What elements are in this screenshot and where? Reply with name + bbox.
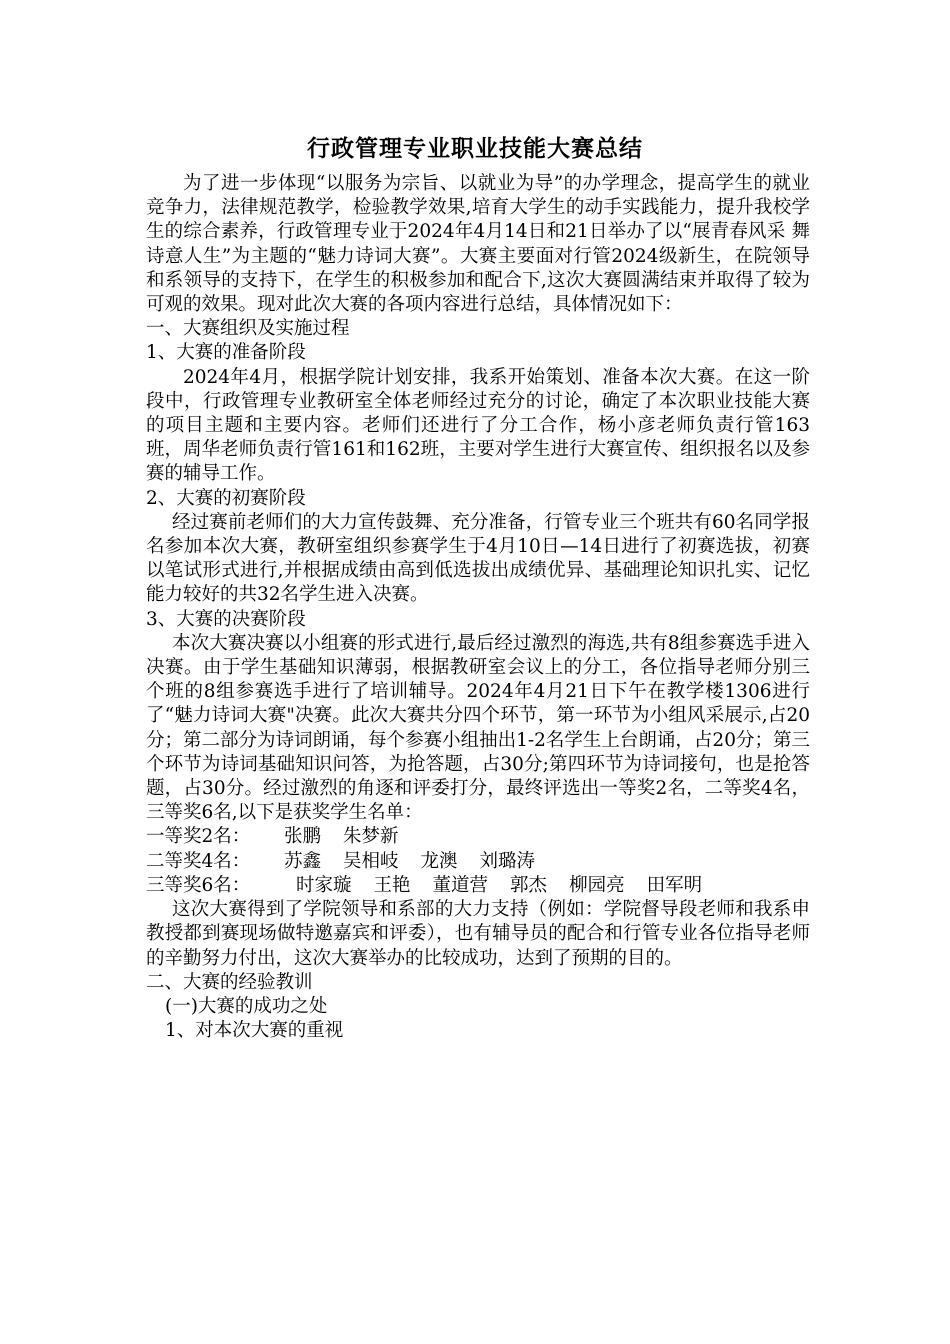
subsection1-item1-heading: 1、对本次大赛的重视 [165,1020,344,1042]
award-name: 朱梦新 [343,826,399,848]
award-first [146,825,810,849]
award-name: 龙澳 [420,850,458,872]
document-title: 行政管理专业职业技能大赛总结 [307,136,643,162]
award-name: 苏鑫 [284,850,322,872]
section2-heading: 二、大赛的经验教训 [146,971,313,993]
document-body [146,172,810,1043]
intro-paragraph: 为了进一步体现“以服务为宗旨、以就业为导”的办学理念，提高学生的就业竞争力，法律规范教学，检验教学效果,培育大学生的动手实践能力，提升我校学生的综合素养，行政管理专业于2024年4月14日和21日举办了以“展青春风采 舞诗意人生”为主题的“魅力诗词大赛”。大赛主要面对行管2024级新生，在院领导和系领导的支持下，在学生的积极参加和配合下,这次大赛圆满结束并取得了较为可观的效果。现对此次大赛的各项内容进行总结，具体情况如下： [146,173,810,316]
award-name: 王艳 [373,874,411,896]
stage2-paragraph: 经过赛前老师们的大力宣传鼓舞、充分准备，行管专业三个班共有60名同学报名参加本次大赛，教研室组织参赛学生于4月10日—14日进行了初赛选拔，初赛以笔试形式进行,并根据成绩由高到低选拔出成绩优异、基础理论知识扎实、记忆能力较好的共32名学生进入决赛。 [146,511,810,606]
award-name: 吴相岐 [343,850,399,872]
award-third [146,874,810,898]
award-name: 张鹏 [284,826,322,848]
award-name: 郭杰 [510,874,548,896]
section1-heading: 一、大赛组织及实施过程 [146,318,350,340]
award-second [146,850,810,874]
subsection1-heading: (一)大赛的成功之处 [165,995,328,1017]
award-third-label: 三等奖6名： [146,874,251,896]
awards-list [146,825,810,898]
closing-paragraph: 这次大赛得到了学院领导和系部的大力支持（例如：学院督导段老师和我系申教授都到赛现场做特邀嘉宾和评委），也有辅导员的配合和行管专业各位指导老师的辛勤努力付出，这次大赛举办的比较成功，达到了预期的目的。 [146,899,810,969]
award-name: 柳园亮 [569,874,625,896]
stage3-paragraph: 本次大赛决赛以小组赛的形式进行,最后经过激烈的海选,共有8组参赛选手进入决赛。由于学生基础知识薄弱，根据教研室会议上的分工，各位指导老师分别三个班的8组参赛选手进行了培训辅导。2024年4月21日下午在教学楼1306进行了“魅力诗词大赛"决赛。此次大赛共分四个环节，第一环节为小组风采展示,占20分；第二部分为诗词朗诵，每个参赛小组抽出1-2名学生上台朗诵，占20分；第三个环节为诗词基础知识问答，为抢答题，占30分;第四环节为诗词接句，也是抢答题，占30分。经过激烈的角逐和评委打分，最终评选出一等奖2名，二等奖4名，三等奖6名,以下是获奖学生名单： [146,632,810,824]
award-second-label: 二等奖4名： [146,850,251,872]
stage3-heading: 3、大赛的决赛阶段 [146,608,306,630]
award-first-label: 一等奖2名： [146,826,251,848]
stage1-heading: 1、大赛的准备阶段 [146,342,306,364]
award-name: 刘璐涛 [479,850,536,872]
award-name: 田军明 [646,874,703,896]
award-name: 时家璇 [296,874,352,896]
award-name: 董道营 [432,874,489,896]
stage1-paragraph: 2024年4月，根据学院计划安排，我系开始策划、准备本次大赛。在这一阶段中，行政管理专业教研室全体老师经过充分的讨论，确定了本次职业技能大赛的项目主题和主要内容。老师们还进行了分工合作，杨小彦老师负责行管163班，周华老师负责行管161和162班，主要对学生进行大赛宣传、组织报名以及参赛的辅导工作。 [146,366,810,485]
stage2-heading: 2、大赛的初赛阶段 [146,487,306,509]
